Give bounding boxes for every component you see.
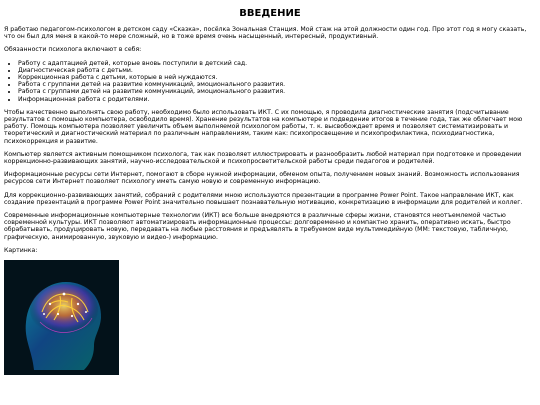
list-item: • Работа с группами детей на развитие коммуникаций, эмоционального развития. [18, 81, 536, 88]
list-item: • Коррекционная работа с детьми, которые в ней нуждаются. [18, 74, 536, 81]
intro-paragraph: Я работаю педагогом-психологом в детском саду «Сказка», посёлка Зональная Станция. Мой стаж на этой должности один год. Про этот год я могу сказать, что он был для меня в какой-то мере сложный, но в тоже время очень насыщенный, интересный, продуктивный. [4, 26, 527, 41]
duties-heading: Обязанности психолога включают в себя: [4, 46, 142, 54]
list-item: • Информационная работа с родителями. [18, 96, 536, 103]
picture-label: Картинка: [4, 246, 38, 254]
list-item: • Работа с группами детей на развитие коммуникаций, эмоционального развития. [18, 88, 536, 95]
powerpoint-paragraph: Для коррекционно-развивающих занятий, собраний с родителями мною используются презентации в программе Power Point. Такое направление ИКТ, как создание презентаций в программе Power Point значительно повышает познавательную мотивацию, конкретизацию в информации для родителей и коллег. [4, 191, 523, 206]
modern-ict-paragraph: Современные информационные компьютерные технологии (ИКТ) все больше внедряются в различные сферы жизни, становятся неотъемлемой частью современной культуры. ИКТ позволяют автоматизировать информационные процессы: долговременно и компактно хранить, оперативно искать, быстро обрабатывать, продуцировать новую, передавать на любые расстояния и предъявлять в требуемом виде мультимедийную (ММ: текстовую, табличную, графическую, анимированную, звуковую и видео-) информацию. [4, 212, 511, 241]
duties-list [4, 60, 536, 103]
list-item: • Работу с адаптацией детей, которые вновь поступили в детский сад. [18, 60, 536, 67]
computer-paragraph: Компьютер является активным помощником психолога, так как позволяет иллюстрировать и разнообразить любой материал при подготовке и проведении коррекционно-развивающих занятий, научно-исследовательской и психопросветительской работы среди педагогов и родителей. [4, 150, 522, 166]
page-title: ВВЕДЕНИЕ [239, 8, 301, 19]
glowing-brain-head-icon [4, 260, 119, 375]
list-item: • Диагностическая работа с детьми. [18, 67, 536, 74]
ict-paragraph: Чтобы качественно выполнять свою работу, необходимо было использовать ИКТ. С их помощью, я проводила диагностические занятия (подсчитывание результатов с помощью компьютера, освободило время). Хранение результатов на компьютере и подведение итогов в течение года, так же облегчает мою работу. Помощь компьютера позволяет увеличить объем выполняемой психологом работы, т. к. высвобождает время и позволяет систематизировать и теоретический и диагностический материал по различным направлениям, таким как: психопросвещение и психопрофилактика, психодиагностика, психокоррекция и развитие. [4, 108, 523, 145]
internet-paragraph: Информационные ресурсы сети Интернет, помогают в сборе нужной информации, обменом опыта, получением новых знаний. Возможность использования ресурсов сети Интернет позволяет психологу иметь самую новую и современную информацию. [4, 171, 520, 186]
